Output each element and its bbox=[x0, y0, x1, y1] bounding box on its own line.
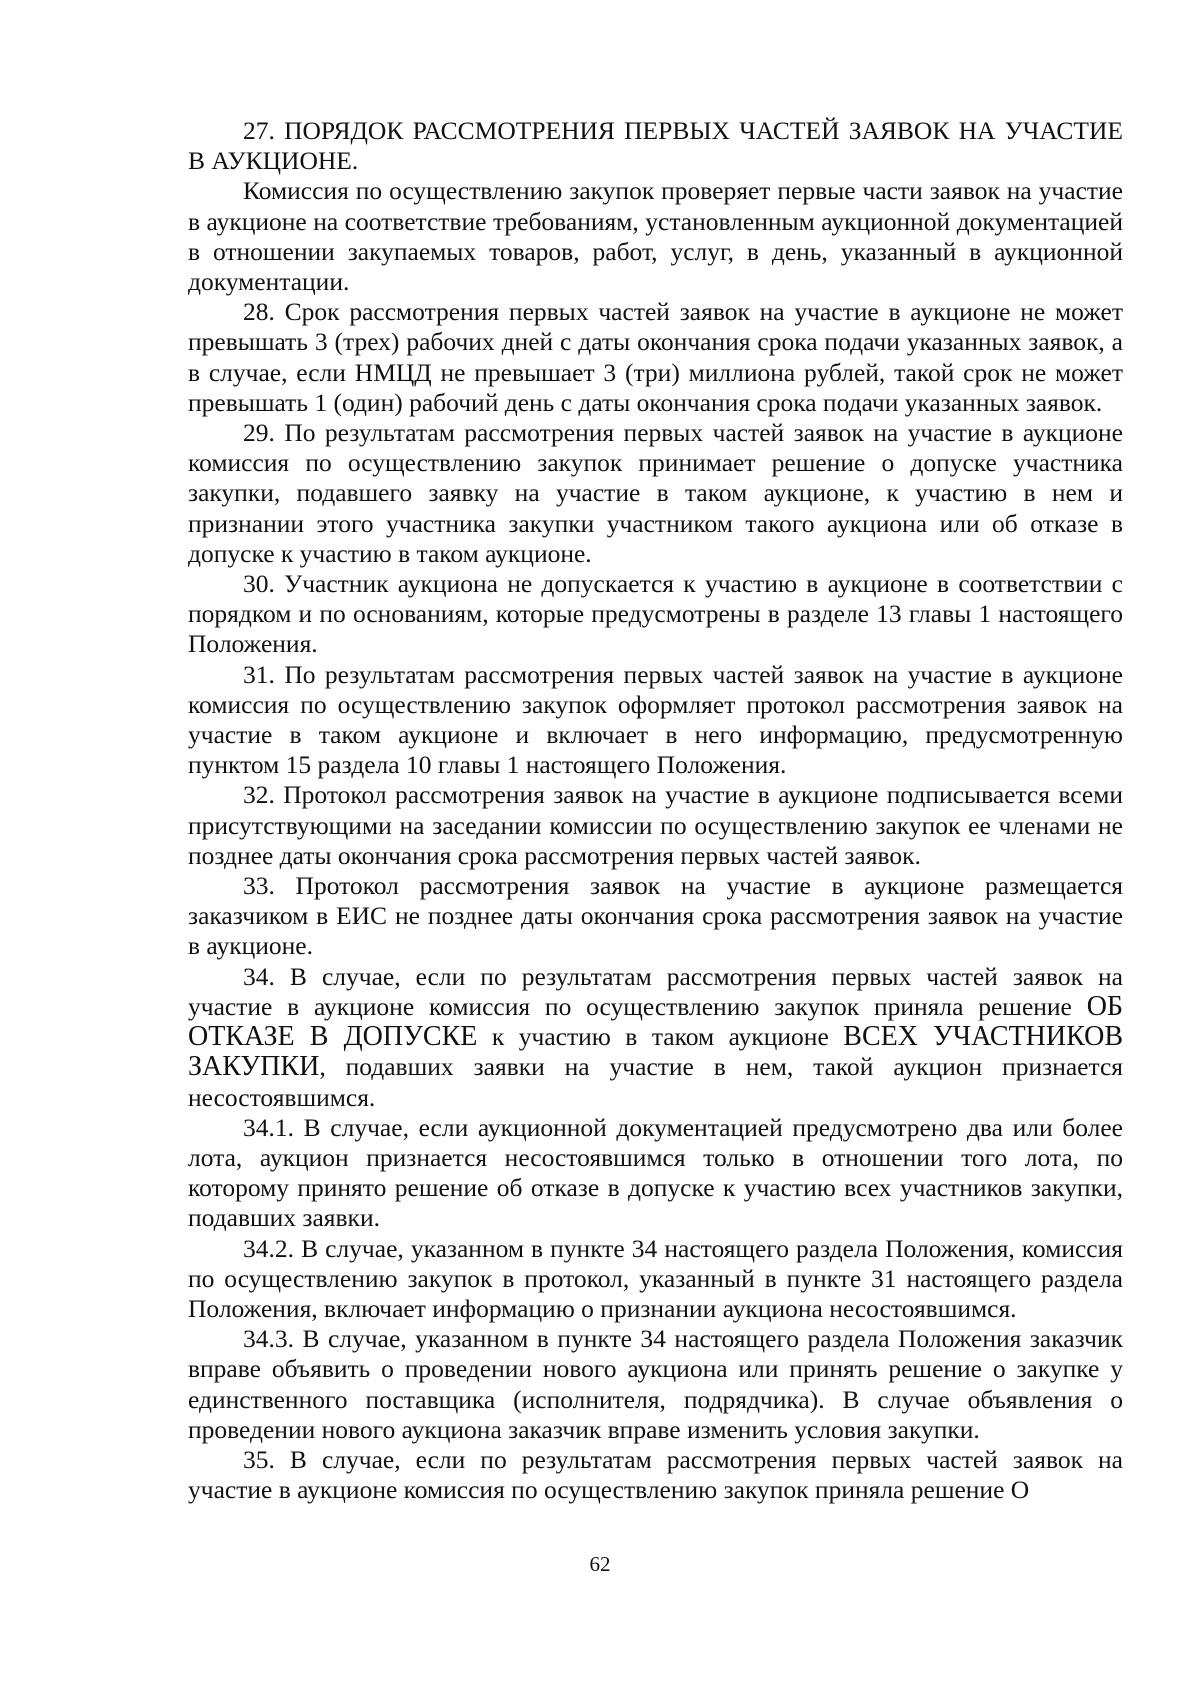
document-body bbox=[188, 116, 1123, 1505]
emphasis-all-participants: ВСЕХ УЧАСТНИКОВ ЗАКУПКИ bbox=[188, 1021, 1124, 1083]
paragraph: 32. Протокол рассмотрения заявок на участие в аукционе подписывается всеми присутствующими на заседании комиссии по осуществлению закупок ее членами не позднее даты окончания срока рассмотрения первых частей заявок. bbox=[188, 780, 1123, 870]
paragraph: 35. В случае, если по результатам рассмотрения первых частей заявок на участие в аукционе комиссия по осуществлению закупок приняла решение О bbox=[188, 1444, 1123, 1505]
paragraph: 30. Участник аукциона не допускается к участию в аукционе в соответствии с порядком и по основаниям, которые предусмотрены в разделе 13 главы 1 настоящего Положения. bbox=[188, 569, 1123, 659]
paragraph: 33. Протокол рассмотрения заявок на участие в аукционе размещается заказчиком в ЕИС не позднее даты окончания срока рассмотрения заявок на участие в аукционе. bbox=[188, 871, 1123, 961]
paragraph: 29. По результатам рассмотрения первых частей заявок на участие в аукционе комиссия по осуществлению закупок принимает решение о допуске участника закупки, подавшего заявку на участие в таком аукционе, к участию в нем и признании этого участника закупки участником такого аукциона или об отказе в допуске к участию в таком аукционе. bbox=[188, 418, 1123, 568]
paragraph-34-text: , подавших заявки на участие в нем, такой аукцион признается несостоявшимся. bbox=[188, 1052, 1123, 1112]
paragraph-34-text: к участию в таком аукционе bbox=[477, 1022, 844, 1052]
paragraph: Комиссия по осуществлению закупок проверяет первые части заявок на участие в аукционе на соответствие требованиям, установленным аукционной документацией в отношении закупаемых товаров, работ, услуг, в день, указанный в аукционной документации. bbox=[188, 176, 1123, 297]
paragraph: 34.3. В случае, указанном в пункте 34 настоящего раздела Положения заказчик вправе объявить о проведении нового аукциона или принять решение о закупке у единственного поставщика (исполнителя, подрядчика). В случае объявления о проведении нового аукциона заказчик вправе изменить условия закупки. bbox=[188, 1324, 1123, 1444]
page-number: 62 bbox=[589, 1552, 611, 1576]
section-heading: 27. ПОРЯДОК РАССМОТРЕНИЯ ПЕРВЫХ ЧАСТЕЙ ЗАЯВОК НА УЧАСТИЕ В АУКЦИОНЕ. bbox=[188, 116, 1123, 176]
paragraph-34 bbox=[188, 962, 1123, 1113]
emphasis-refusal: ОБ ОТКАЗЕ В ДОПУСКЕ bbox=[188, 990, 1123, 1053]
paragraph: 31. По результатам рассмотрения первых частей заявок на участие в аукционе комиссия по осуществлению закупок оформляет протокол рассмотрения заявок на участие в таком аукционе и включает в него информацию, предусмотренную пунктом 15 раздела 10 главы 1 настоящего Положения. bbox=[188, 659, 1123, 780]
paragraph: 34.2. В случае, указанном в пункте 34 настоящего раздела Положения, комиссия по осуществлению закупок в протокол, указанный в пункте 31 настоящего раздела Положения, включает информацию о признании аукциона несостоявшимся. bbox=[188, 1233, 1123, 1323]
paragraph: 34.1. В случае, если аукционной документацией предусмотрено два или более лота, аукцион признается несостоявшимся только в отношении того лота, по которому принято решение об отказе в допуске к участию всех участников закупки, подавших заявки. bbox=[188, 1112, 1123, 1233]
paragraph: 28. Срок рассмотрения первых частей заявок на участие в аукционе не может превышать 3 (трех) рабочих дней с даты окончания срока подачи указанных заявок, а в случае, если НМЦД не превышает 3 (три) миллиона рублей, такой срок не может превышать 1 (один) рабочий день с даты окончания срока подачи указанных заявок. bbox=[188, 297, 1123, 417]
paragraph-34-text: 34. В случае, если по результатам рассмотрения первых частей заявок на участие в аукционе комиссия по осуществлению закупок приняла решение bbox=[188, 961, 1123, 1021]
